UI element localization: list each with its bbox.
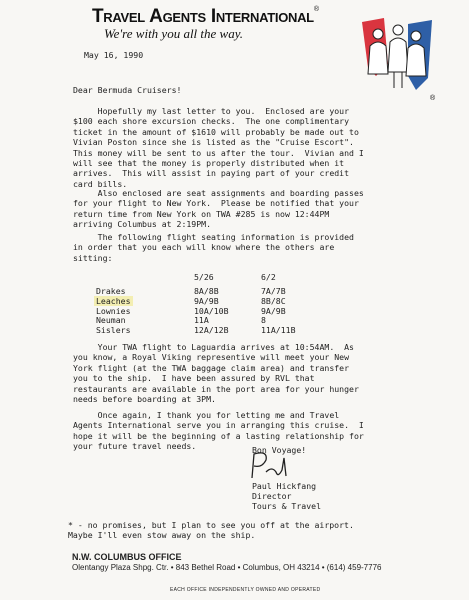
paragraph-2: Also enclosed are seat assignments and boarding passes for your flight to New York. Please be notified that your return time from New York on TWA #285 is now 12:44PM arriving Columbus at 2:19PM. xyxy=(73,188,364,230)
closing: Bon Voyage! xyxy=(252,445,307,455)
seating-seat-1: 12A/12B xyxy=(194,325,229,336)
registered-mark: ® xyxy=(313,6,319,13)
seating-header-date-1: 5/26 xyxy=(194,272,214,282)
seating-seat-2: 8B/8C xyxy=(261,295,286,306)
signer-title: Director xyxy=(252,491,292,501)
highlighted-name: Leaches xyxy=(96,295,131,306)
seating-name: Sislers xyxy=(96,325,131,336)
seating-seat-1: 9A/9B xyxy=(194,295,219,306)
tagline: We're with you all the way. xyxy=(104,26,244,41)
signer-name: Paul Hickfang xyxy=(252,481,317,491)
paragraph-5: Once again, I thank you for letting me and Travel Agents International serve you in arranging this cruise. I hope it will be the beginning of a lasting relationship for your future travel needs. xyxy=(73,410,364,452)
seating-seat-2: 7A/7B xyxy=(261,286,286,296)
seating-seat-2: 9A/9B xyxy=(261,305,286,316)
company-name-text: Travel Agents International xyxy=(92,6,314,27)
paragraph-1: Hopefully my last letter to you. Enclosed are your $100 each shore excursion checks. The one complimentary ticket in the amount of $1610 will probably be made out to Vivian Poston since she is listed as the "Cruise Escort". This money will be sent to us after the tour. Vivian and I will see that the money is properly distributed when it arrives. This will assist in paying part of your credit card bills. xyxy=(73,106,364,189)
ownership-note: EACH OFFICE INDEPENDENTLY OWNED AND OPERATED xyxy=(170,587,321,593)
logo-registered-mark: ® xyxy=(430,95,436,102)
office-title: N.W. COLUMBUS OFFICE xyxy=(72,552,182,562)
signer-department: Tours & Travel xyxy=(252,501,322,511)
handwritten-signature xyxy=(246,448,296,482)
seating-name: Drakes xyxy=(96,286,126,296)
seating-header xyxy=(194,272,276,282)
seating-row xyxy=(96,326,296,336)
seating-seat-2: 8 xyxy=(261,315,266,326)
letter-date: May 16, 1990 xyxy=(84,50,144,60)
paragraph-4: Your TWA flight to Laguardia arrives at 10:54AM. As you know, a Royal Viking representive will meet your New York flight (at the TWA baggage claim area) and transfer you to the ship. I have been assured by RVL that restaurants are available in the port area for your hunger needs before boarding at 3PM. xyxy=(73,342,359,405)
seating-seat-1: 11A xyxy=(194,315,209,326)
office-address: Olentangy Plaza Shpg. Ctr. • 843 Bethel Road • Columbus, OH 43214 • (614) 459-7776 xyxy=(72,563,382,572)
seating-name: Lownies xyxy=(96,305,131,316)
postscript: * - no promises, but I plan to see you off at the airport. Maybe I'll even stow away on the ship. xyxy=(68,520,354,541)
company-logo xyxy=(358,16,438,104)
seating-header-date-2: 6/2 xyxy=(261,272,276,282)
paragraph-3: The following flight seating information is provided in order that you each will know where the others are sitting: xyxy=(73,232,354,263)
seating-name: Neuman xyxy=(96,315,126,326)
seating-seat-1: 10A/10B xyxy=(194,305,229,316)
company-name xyxy=(92,6,319,28)
seating-seat-1: 8A/8B xyxy=(194,286,219,296)
seating-table xyxy=(96,287,296,336)
seating-seat-2: 11A/11B xyxy=(261,325,296,336)
salutation: Dear Bermuda Cruisers! xyxy=(73,85,182,95)
